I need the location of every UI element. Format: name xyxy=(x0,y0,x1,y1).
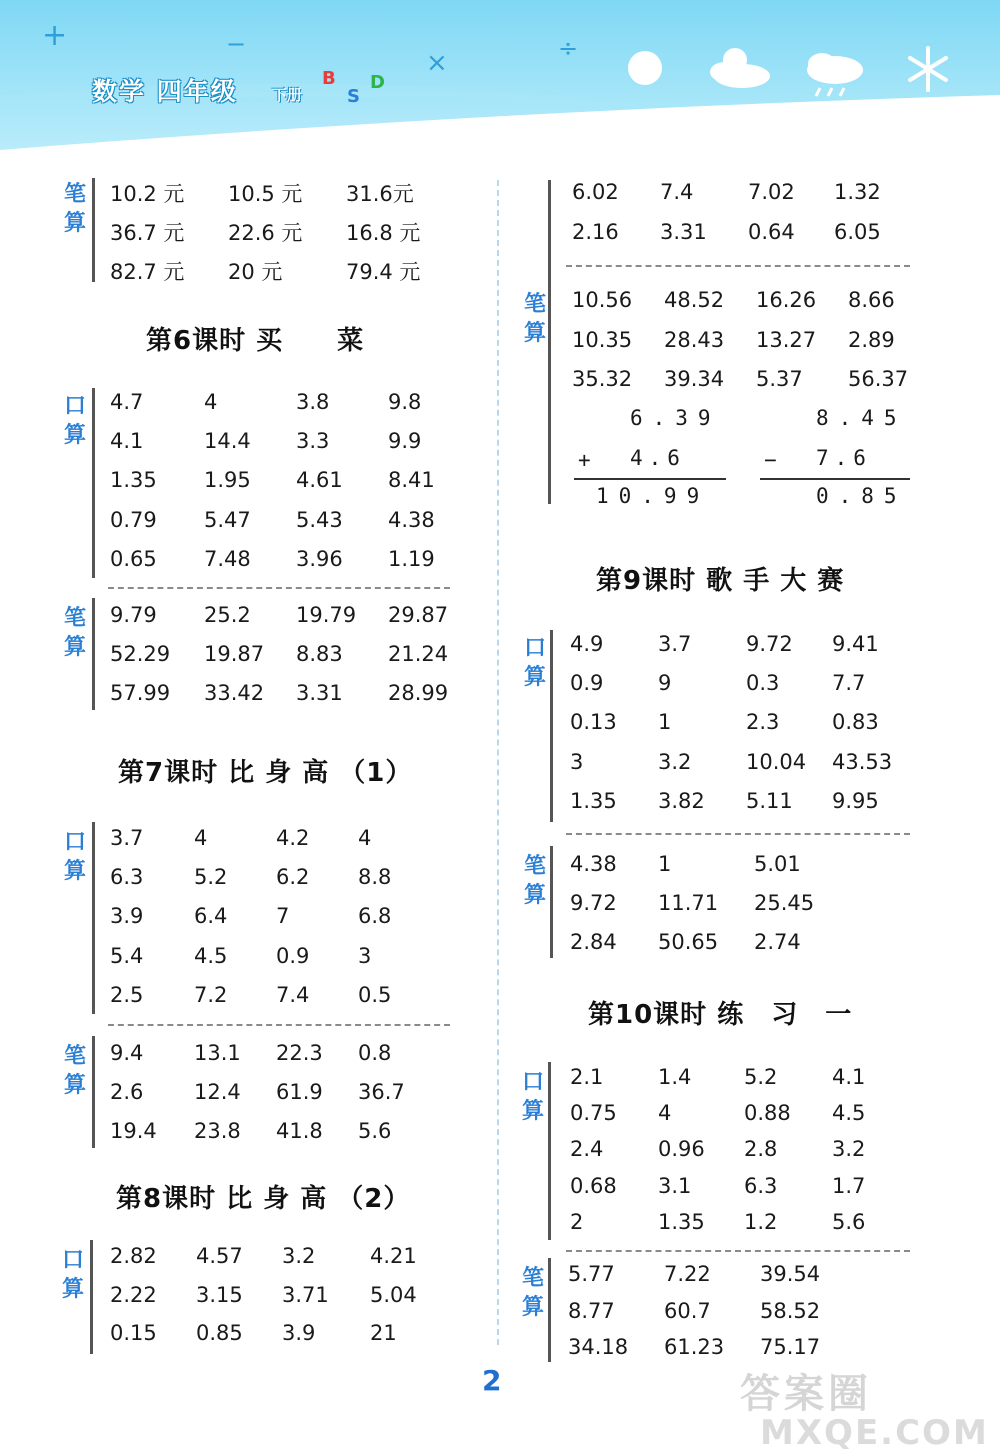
answer-cell: 10.56 xyxy=(572,288,633,312)
answer-cell: 0.9 xyxy=(276,943,310,968)
answer-cell: 1.32 xyxy=(834,180,881,204)
answer-cell: 2.4 xyxy=(570,1137,604,1162)
answer-row xyxy=(570,1210,930,1248)
answer-cell: 20 元 xyxy=(228,260,283,284)
answer-row xyxy=(110,178,470,216)
answer-cell: 13.27 xyxy=(756,327,817,352)
lesson-8-title: 第8课时 比 身 高 （2） xyxy=(116,1184,411,1214)
answer-cell: 4.5 xyxy=(194,943,228,968)
answer-cell: 25.2 xyxy=(204,603,251,627)
answer-row xyxy=(570,852,930,890)
answer-row xyxy=(572,367,932,405)
answer-cell: 3.7 xyxy=(658,632,692,656)
answer-cell: 56.37 xyxy=(848,367,909,391)
answer-cell: 6.05 xyxy=(834,219,881,244)
answer-row xyxy=(110,642,470,680)
answer-cell: 3.2 xyxy=(282,1244,316,1268)
answer-cell: 36.7 元 xyxy=(110,221,185,245)
answer-cell: 5.11 xyxy=(746,788,793,813)
answer-row xyxy=(110,681,470,719)
answer-cell: 2.74 xyxy=(754,930,801,954)
answer-cell: 5.77 xyxy=(568,1262,615,1286)
section-rule xyxy=(548,1258,551,1362)
divide-symbol: ÷ xyxy=(558,34,579,62)
answer-cell: 1.19 xyxy=(388,546,435,571)
answer-row xyxy=(110,508,470,546)
answer-cell: 9.41 xyxy=(832,632,879,656)
section-rule xyxy=(92,822,95,1014)
sub-result-line xyxy=(760,478,910,480)
answer-cell: 29.87 xyxy=(388,603,449,627)
answer-cell: 4.1 xyxy=(110,429,144,454)
answer-cell: 34.18 xyxy=(568,1335,629,1359)
answer-cell: 41.8 xyxy=(276,1119,323,1143)
answer-cell: 0.83 xyxy=(832,710,879,735)
answer-cell: 5.6 xyxy=(832,1209,866,1234)
answer-cell: 11.71 xyxy=(658,891,719,915)
answer-row xyxy=(570,671,930,709)
answer-cell: 6.4 xyxy=(194,904,228,929)
lesson-6-title: 第6课时 买 菜 xyxy=(146,326,365,356)
answer-cell: 8.77 xyxy=(568,1298,615,1323)
answer-cell: 4.2 xyxy=(276,826,310,850)
watermark-logo-text: 答案圈 xyxy=(740,1371,872,1417)
bi-suan-label: 笔算 xyxy=(63,606,86,660)
answer-cell: 2 xyxy=(570,1209,584,1234)
answer-cell: 61.9 xyxy=(276,1080,323,1104)
answer-cell: 43.53 xyxy=(832,749,893,774)
answer-cell: 4.1 xyxy=(832,1065,866,1089)
watermark xyxy=(740,1362,989,1453)
add-result-line xyxy=(574,478,726,480)
answer-cell: 7.22 xyxy=(664,1262,711,1286)
answer-cell: 3.31 xyxy=(296,681,343,705)
answer-cell: 0.85 xyxy=(196,1321,243,1345)
answer-row xyxy=(110,603,470,641)
answer-cell: 4 xyxy=(194,826,208,850)
kou-suan-label: 口算 xyxy=(63,830,86,884)
answer-row xyxy=(568,1299,928,1337)
answer-row xyxy=(110,1244,470,1282)
answer-cell: 4.21 xyxy=(370,1244,417,1268)
answer-cell: 3.3 xyxy=(296,429,330,454)
answer-cell: 48.52 xyxy=(664,288,725,312)
kou-suan-label: 口算 xyxy=(523,636,546,690)
lesson-10-title: 第10课时 练 习 一 xyxy=(588,1000,853,1030)
answer-cell: 2.6 xyxy=(110,1080,144,1104)
answer-cell: 19.87 xyxy=(204,642,265,666)
answer-cell: 4.38 xyxy=(570,852,617,876)
answer-cell: 10.35 xyxy=(572,327,633,352)
answer-row xyxy=(110,429,470,467)
answer-row xyxy=(110,865,470,903)
bi-suan-label: 笔算 xyxy=(63,1044,86,1098)
answer-cell: 16.8 元 xyxy=(346,221,421,245)
answer-cell: 3.15 xyxy=(196,1282,243,1307)
answer-cell: 19.79 xyxy=(296,603,357,627)
answer-cell: 9.9 xyxy=(388,429,422,454)
answer-cell: 4 xyxy=(358,826,372,850)
answer-cell: 9.95 xyxy=(832,788,879,813)
kou-suan-label: 口算 xyxy=(521,1070,544,1124)
answer-cell: 2.5 xyxy=(110,982,144,1007)
answer-row xyxy=(570,750,930,788)
answer-cell: 12.4 xyxy=(194,1080,241,1104)
sub-top-number: 8.45 xyxy=(816,406,907,430)
answer-cell: 4.9 xyxy=(570,632,604,656)
answer-row xyxy=(110,826,470,864)
dashed-divider xyxy=(108,1024,450,1026)
answer-row xyxy=(572,288,932,326)
plus-symbol: + xyxy=(42,18,68,53)
add-result: 10.99 xyxy=(596,484,710,508)
answer-cell: 0.75 xyxy=(570,1101,617,1126)
answer-cell: 1.4 xyxy=(658,1065,692,1089)
answer-cell: 10.5 元 xyxy=(228,182,303,206)
answer-cell: 0.79 xyxy=(110,507,157,532)
answer-cell: 8.66 xyxy=(848,288,895,312)
section-rule xyxy=(92,598,95,710)
dashed-divider xyxy=(566,1250,910,1252)
answer-cell: 25.45 xyxy=(754,891,815,915)
answer-cell: 22.6 元 xyxy=(228,221,303,245)
answer-cell: 10.2 元 xyxy=(110,182,185,206)
column-divider xyxy=(497,180,499,1345)
lesson-7-title: 第7课时 比 身 高 （1） xyxy=(118,758,413,788)
answer-cell: 3.9 xyxy=(282,1321,316,1345)
answer-cell: 28.43 xyxy=(664,327,725,352)
sun-icon xyxy=(628,51,662,85)
answer-cell: 4.38 xyxy=(388,507,435,532)
answer-cell: 7.4 xyxy=(276,982,310,1007)
answer-row xyxy=(570,1137,930,1175)
answer-cell: 4 xyxy=(658,1101,672,1126)
answer-row xyxy=(570,1065,930,1103)
answer-cell: 6.3 xyxy=(744,1173,778,1198)
answer-cell: 2.16 xyxy=(572,219,619,244)
answer-cell: 1 xyxy=(658,852,672,876)
section-rule xyxy=(90,1240,93,1354)
answer-cell: 31.6元 xyxy=(346,182,414,206)
answer-cell: 21.24 xyxy=(388,642,449,666)
answer-row xyxy=(110,256,470,294)
answer-cell: 6.3 xyxy=(110,865,144,890)
answer-cell: 3.31 xyxy=(660,219,707,244)
answer-row xyxy=(570,891,930,929)
watermark-url: MXQE.COM xyxy=(760,1413,989,1453)
badge-letter-b: B xyxy=(322,68,336,89)
answer-cell: 4.5 xyxy=(832,1101,866,1126)
answer-cell: 79.4 元 xyxy=(346,260,421,284)
answer-row xyxy=(572,328,932,366)
answer-cell: 5.04 xyxy=(370,1282,417,1307)
answer-cell: 3 xyxy=(570,749,584,774)
page-header xyxy=(0,0,1000,150)
answer-cell: 52.29 xyxy=(110,642,171,666)
answer-cell: 13.1 xyxy=(194,1041,241,1065)
answer-cell: 1.35 xyxy=(110,468,157,493)
minus-symbol: − xyxy=(226,30,247,58)
answer-cell: 61.23 xyxy=(664,1335,725,1359)
answer-row xyxy=(110,468,470,506)
answer-cell: 1.2 xyxy=(744,1209,778,1234)
answer-cell: 8.83 xyxy=(296,642,343,666)
answer-cell: 9.8 xyxy=(388,390,422,414)
answer-cell: 5.6 xyxy=(358,1119,392,1143)
answer-cell: 2.82 xyxy=(110,1244,157,1268)
answer-cell: 7 xyxy=(276,904,290,929)
add-top-number: 6.39 xyxy=(630,406,721,430)
dashed-divider xyxy=(566,265,910,267)
answer-row xyxy=(110,1041,470,1079)
answer-cell: 3.82 xyxy=(658,788,705,813)
section-rule xyxy=(92,1036,95,1148)
answer-cell: 0.8 xyxy=(358,1041,392,1065)
answer-cell: 50.65 xyxy=(658,930,719,954)
answer-cell: 5.2 xyxy=(744,1065,778,1089)
kou-suan-label: 口算 xyxy=(61,1248,84,1302)
bi-suan-label: 笔算 xyxy=(521,1266,544,1320)
answer-cell: 22.3 xyxy=(276,1041,323,1065)
answer-cell: 4.57 xyxy=(196,1244,243,1268)
answer-cell: 7.7 xyxy=(832,671,866,696)
book-title: 数学 四年级 xyxy=(92,77,238,106)
answer-row xyxy=(110,217,470,255)
answer-row xyxy=(572,180,932,218)
answer-cell: 2.8 xyxy=(744,1137,778,1162)
badge-letter-d: D xyxy=(370,72,385,93)
answer-cell: 36.7 xyxy=(358,1080,405,1104)
answer-cell: 2.22 xyxy=(110,1282,157,1307)
answer-cell: 5.37 xyxy=(756,367,803,391)
answer-cell: 60.7 xyxy=(664,1298,711,1323)
answer-cell: 9.4 xyxy=(110,1041,144,1065)
answer-cell: 0.96 xyxy=(658,1137,705,1162)
answer-cell: 3.1 xyxy=(658,1173,692,1198)
answer-row xyxy=(110,390,470,428)
answer-cell: 3.9 xyxy=(110,904,144,929)
answer-cell: 4 xyxy=(204,390,218,414)
answer-row xyxy=(570,710,930,748)
answer-cell: 3 xyxy=(358,943,372,968)
section-rule xyxy=(548,1062,551,1240)
answer-cell: 58.52 xyxy=(760,1298,821,1323)
answer-cell: 2.89 xyxy=(848,327,895,352)
badge-letter-s: S xyxy=(347,86,360,107)
answer-cell: 3.96 xyxy=(296,546,343,571)
section-rule xyxy=(550,846,553,958)
answer-row xyxy=(110,904,470,942)
bi-suan-label: 笔算 xyxy=(523,854,546,908)
answer-cell: 2.3 xyxy=(746,710,780,735)
answer-row xyxy=(570,789,930,827)
answer-cell: 1.7 xyxy=(832,1173,866,1198)
answer-cell: 14.4 xyxy=(204,429,251,454)
answer-cell: 9.79 xyxy=(110,603,157,627)
answer-row xyxy=(570,1174,930,1212)
answer-cell: 3.71 xyxy=(282,1282,329,1307)
answer-cell: 3.2 xyxy=(832,1137,866,1162)
answer-cell: 8.8 xyxy=(358,865,392,890)
answer-cell: 2.1 xyxy=(570,1065,604,1089)
answer-row xyxy=(110,983,470,1021)
answer-cell: 19.4 xyxy=(110,1119,157,1143)
answer-row xyxy=(110,944,470,982)
answer-cell: 0.64 xyxy=(748,219,795,244)
lesson-9-title: 第9课时 歌 手 大 赛 xyxy=(596,566,845,596)
answer-cell: 7.2 xyxy=(194,982,228,1007)
answer-cell: 3.7 xyxy=(110,826,144,850)
answer-cell: 7.4 xyxy=(660,180,694,204)
answer-cell: 23.8 xyxy=(194,1119,241,1143)
answer-cell: 75.17 xyxy=(760,1335,821,1359)
answer-row xyxy=(110,1119,470,1157)
answer-cell: 5.4 xyxy=(110,943,144,968)
answer-cell: 0.68 xyxy=(570,1173,617,1198)
sub-second-number: 7.6 xyxy=(816,446,872,470)
book-volume: 下册 xyxy=(272,86,303,104)
answer-row xyxy=(570,632,930,670)
answer-cell: 0.9 xyxy=(570,671,604,696)
answer-cell: 1.35 xyxy=(570,788,617,813)
answer-row xyxy=(110,1283,470,1321)
answer-cell: 0.65 xyxy=(110,546,157,571)
bi-suan-label: 笔算 xyxy=(523,292,546,346)
answer-cell: 1.35 xyxy=(658,1209,705,1234)
answer-cell: 57.99 xyxy=(110,681,171,705)
add-second-number: 4.6 xyxy=(630,446,686,470)
answer-cell: 35.32 xyxy=(572,367,633,391)
answer-cell: 5.43 xyxy=(296,507,343,532)
answer-cell: 0.88 xyxy=(744,1101,791,1126)
answer-row xyxy=(570,930,930,968)
answer-cell: 9 xyxy=(658,671,672,696)
answer-cell: 5.01 xyxy=(754,852,801,876)
answer-cell: 21 xyxy=(370,1321,397,1345)
answer-cell: 9.72 xyxy=(570,891,617,915)
answer-cell: 3.2 xyxy=(658,749,692,774)
answer-cell: 1 xyxy=(658,710,672,735)
answer-cell: 7.48 xyxy=(204,546,251,571)
section-rule xyxy=(92,388,95,578)
answer-cell: 9.72 xyxy=(746,632,793,656)
answer-cell: 6.02 xyxy=(572,180,619,204)
answer-row xyxy=(110,1080,470,1118)
answer-cell: 8.41 xyxy=(388,468,435,493)
answer-cell: 28.99 xyxy=(388,681,449,705)
sub-operator: − xyxy=(764,448,777,472)
answer-cell: 82.7 元 xyxy=(110,260,185,284)
answer-cell: 7.02 xyxy=(748,180,795,204)
answer-cell: 1.95 xyxy=(204,468,251,493)
answer-cell: 16.26 xyxy=(756,288,817,312)
answer-cell: 0.5 xyxy=(358,982,392,1007)
answer-cell: 6.8 xyxy=(358,904,392,929)
add-operator: + xyxy=(578,448,591,472)
answer-cell: 5.47 xyxy=(204,507,251,532)
answer-row xyxy=(570,1101,930,1139)
page-number: 2 xyxy=(482,1364,502,1397)
answer-cell: 10.04 xyxy=(746,749,807,774)
section-rule xyxy=(550,630,553,822)
answer-cell: 2.84 xyxy=(570,930,617,954)
answer-cell: 0.3 xyxy=(746,671,780,696)
answer-row xyxy=(568,1262,928,1300)
dashed-divider xyxy=(566,833,910,835)
answer-row xyxy=(572,220,932,258)
answer-row xyxy=(110,547,470,585)
answer-cell: 4.7 xyxy=(110,390,144,414)
answer-cell: 3.8 xyxy=(296,390,330,414)
answer-cell: 4.61 xyxy=(296,468,343,493)
answer-row xyxy=(110,1321,470,1359)
answer-cell: 6.2 xyxy=(276,865,310,890)
dashed-divider xyxy=(108,587,450,589)
bi-suan-label: 笔算 xyxy=(63,182,86,236)
answer-cell: 5.2 xyxy=(194,865,228,890)
section-rule xyxy=(92,178,95,282)
times-symbol: × xyxy=(426,48,448,78)
answer-cell: 0.15 xyxy=(110,1321,157,1345)
answer-cell: 39.54 xyxy=(760,1262,821,1286)
answer-cell: 39.34 xyxy=(664,367,725,391)
answer-cell: 0.13 xyxy=(570,710,617,735)
sub-result: 0.85 xyxy=(816,484,907,508)
answer-cell: 33.42 xyxy=(204,681,265,705)
kou-suan-label: 口算 xyxy=(63,394,86,448)
